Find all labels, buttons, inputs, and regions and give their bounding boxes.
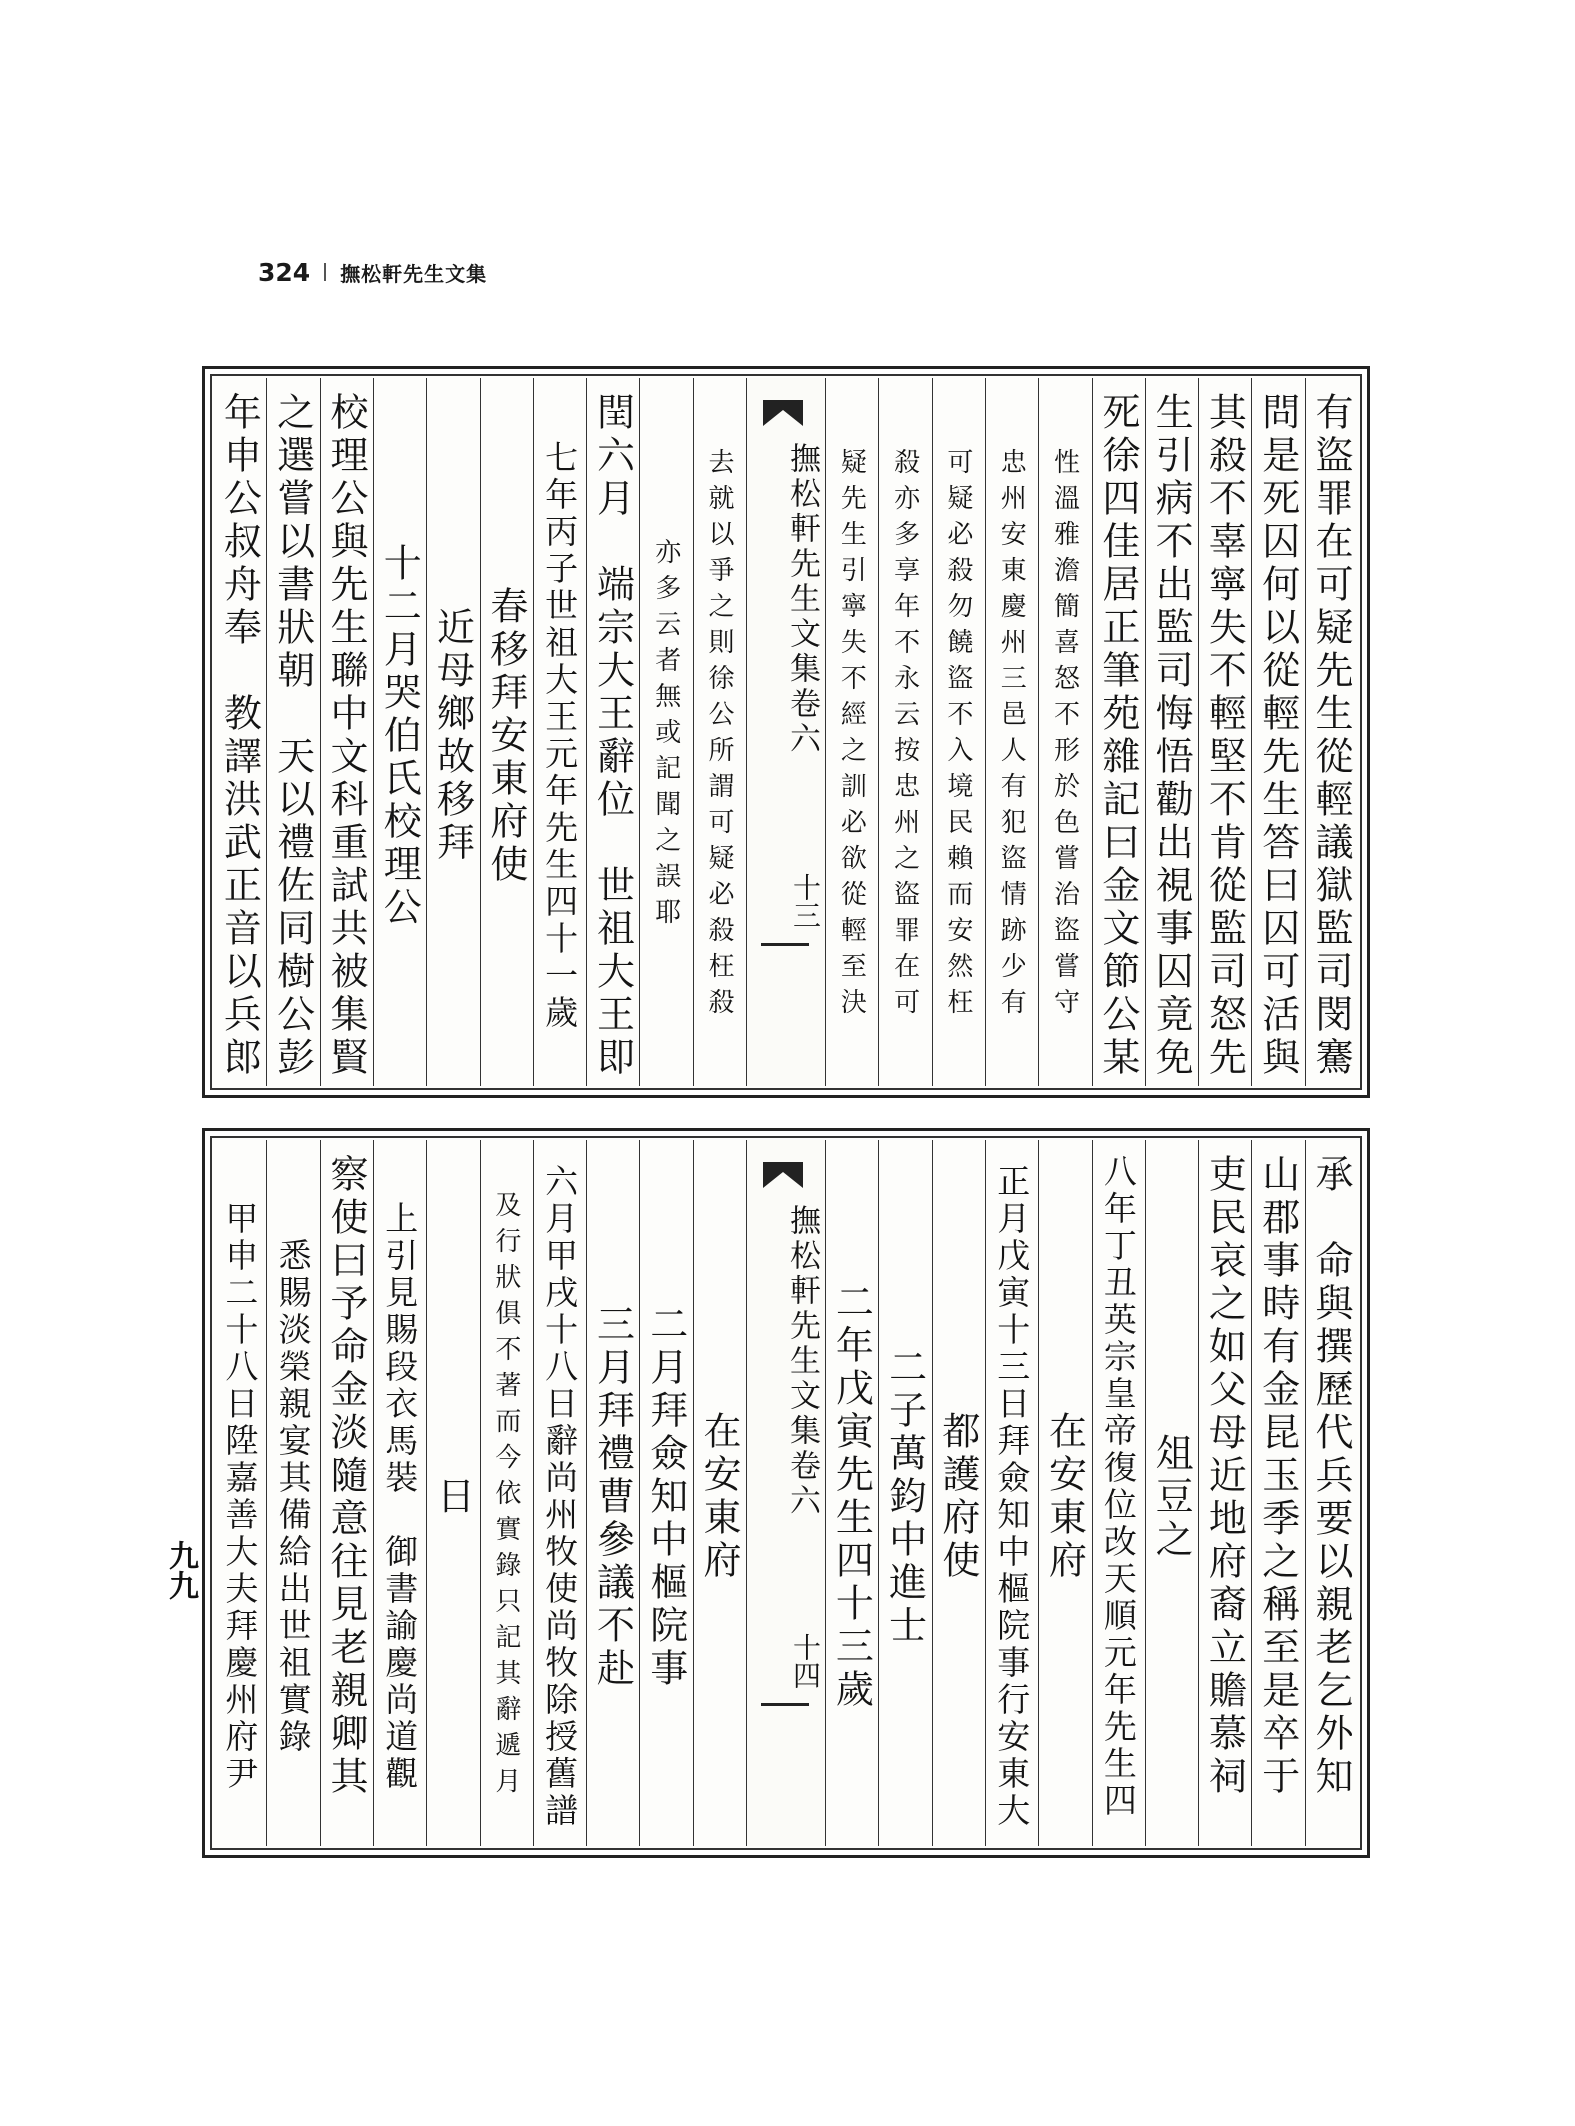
- text-column: 山郡事時有金昆玉季之稱至是卒于: [1251, 1140, 1304, 1846]
- text-column: 六月甲戌十八日辭尚州牧使尚牧除授舊譜: [533, 1140, 586, 1846]
- text-column: 甲申二十八日陞嘉善大夫拜慶州府尹: [220, 1201, 260, 1793]
- center-fold: [746, 378, 825, 1086]
- fishtail-mark-icon: [763, 1162, 803, 1188]
- center-folio-number: 十四: [789, 1633, 823, 1689]
- text-column: 及行狀俱不著而今依實錄只記其辭遞月: [480, 1140, 533, 1846]
- text-column: 去就以爭之則徐公所謂可疑必殺枉殺: [693, 378, 746, 1086]
- page-number: 324: [258, 257, 311, 287]
- text-column: 十二月哭伯氏校理公: [373, 378, 426, 1086]
- text-column: 正月戊寅十三日拜僉知中樞院事行安東大: [985, 1140, 1038, 1846]
- center-fold: [746, 1140, 825, 1846]
- center-title: 撫松軒先生文集卷六: [784, 441, 821, 757]
- text-column: 可疑必殺勿饒盜不入境民賴而安然枉: [932, 378, 985, 1086]
- center-folio-number: 十三: [789, 873, 823, 929]
- text-column: 校理公與先生聯中文科重試共被集賢: [320, 378, 373, 1086]
- text-column: 七年丙子世祖大王元年先生四十一歲: [533, 378, 586, 1086]
- text-column: 都護府使: [932, 1140, 985, 1846]
- center-mark: [761, 943, 809, 946]
- text-column: 三月拜禮曹參議不赴: [586, 1140, 639, 1846]
- text-column: 吏民哀之如父母近地府裔立贍慕祠: [1198, 1140, 1251, 1846]
- text-column: 近母鄉故移拜: [426, 378, 479, 1086]
- text-column: 承 命與撰歷代兵要以親老乞外知: [1305, 1140, 1358, 1846]
- text-column: 殺亦多享年不永云按忠州之盜罪在可: [878, 378, 931, 1086]
- page-header: [258, 255, 487, 289]
- center-title: 撫松軒先生文集卷六: [784, 1203, 821, 1519]
- text-column: 八年丁丑英宗皇帝復位改天順元年先生四: [1092, 1140, 1145, 1846]
- text-column: 在安東府: [693, 1140, 746, 1846]
- text-column: 性溫雅澹簡喜怒不形於色嘗治盜嘗守: [1038, 378, 1091, 1086]
- fishtail-mark-icon: [763, 400, 803, 426]
- text-column: 年申公叔舟奉 教譯洪武正音以兵郎: [217, 392, 262, 1080]
- text-column: 俎豆之: [1145, 1140, 1198, 1846]
- text-column: 察使曰予命金淡隨意往見老親卿其: [320, 1140, 373, 1846]
- text-column: 亦多云者無或記聞之誤耶: [639, 378, 692, 1086]
- text-column: 悉賜淡榮親宴其備給出世祖實錄: [266, 1140, 319, 1846]
- text-column: 二月拜僉知中樞院事: [639, 1140, 692, 1846]
- text-column: 春移拜安東府使: [480, 378, 533, 1086]
- text-column: 二子萬鈞中進士: [878, 1140, 931, 1846]
- upper-folio: [202, 366, 1370, 1098]
- text-column: 忠州安東慶州三邑人有犯盜情跡少有: [985, 378, 1038, 1086]
- text-column: 疑先生引寧失不經之訓必欲從輕至決: [825, 378, 878, 1086]
- text-column: 生引病不出監司悔悟勸出視事囚竟免: [1145, 378, 1198, 1086]
- lower-columns: [214, 1140, 1358, 1846]
- upper-columns: [214, 378, 1358, 1086]
- side-page-number: 九九: [163, 1540, 198, 1600]
- text-column: 在安東府: [1038, 1140, 1091, 1846]
- book-title: 撫松軒先生文集: [340, 261, 488, 286]
- text-column: 日: [426, 1140, 479, 1846]
- text-column: 之選嘗以書狀朝 天以禮佐同樹公彭: [266, 378, 319, 1086]
- text-column: 閏六月 端宗大王辭位 世祖大王即: [586, 378, 639, 1086]
- center-mark: [761, 1703, 809, 1706]
- lower-folio: [202, 1128, 1370, 1858]
- text-column: 其殺不辜寧失不輕堅不肯從監司怒先: [1198, 378, 1251, 1086]
- text-column: 二年戊寅先生四十三歲: [825, 1140, 878, 1846]
- text-column: 問是死囚何以從輕先生答曰囚可活與: [1251, 378, 1304, 1086]
- text-column: 有盜罪在可疑先生從輕議獄監司閔騫: [1305, 378, 1358, 1086]
- text-column: 上引見賜段衣馬裝 御書諭慶尚道觀: [373, 1140, 426, 1846]
- text-column: 死徐四佳居正筆苑雜記曰金文節公某: [1092, 378, 1145, 1086]
- header-divider: [324, 263, 326, 281]
